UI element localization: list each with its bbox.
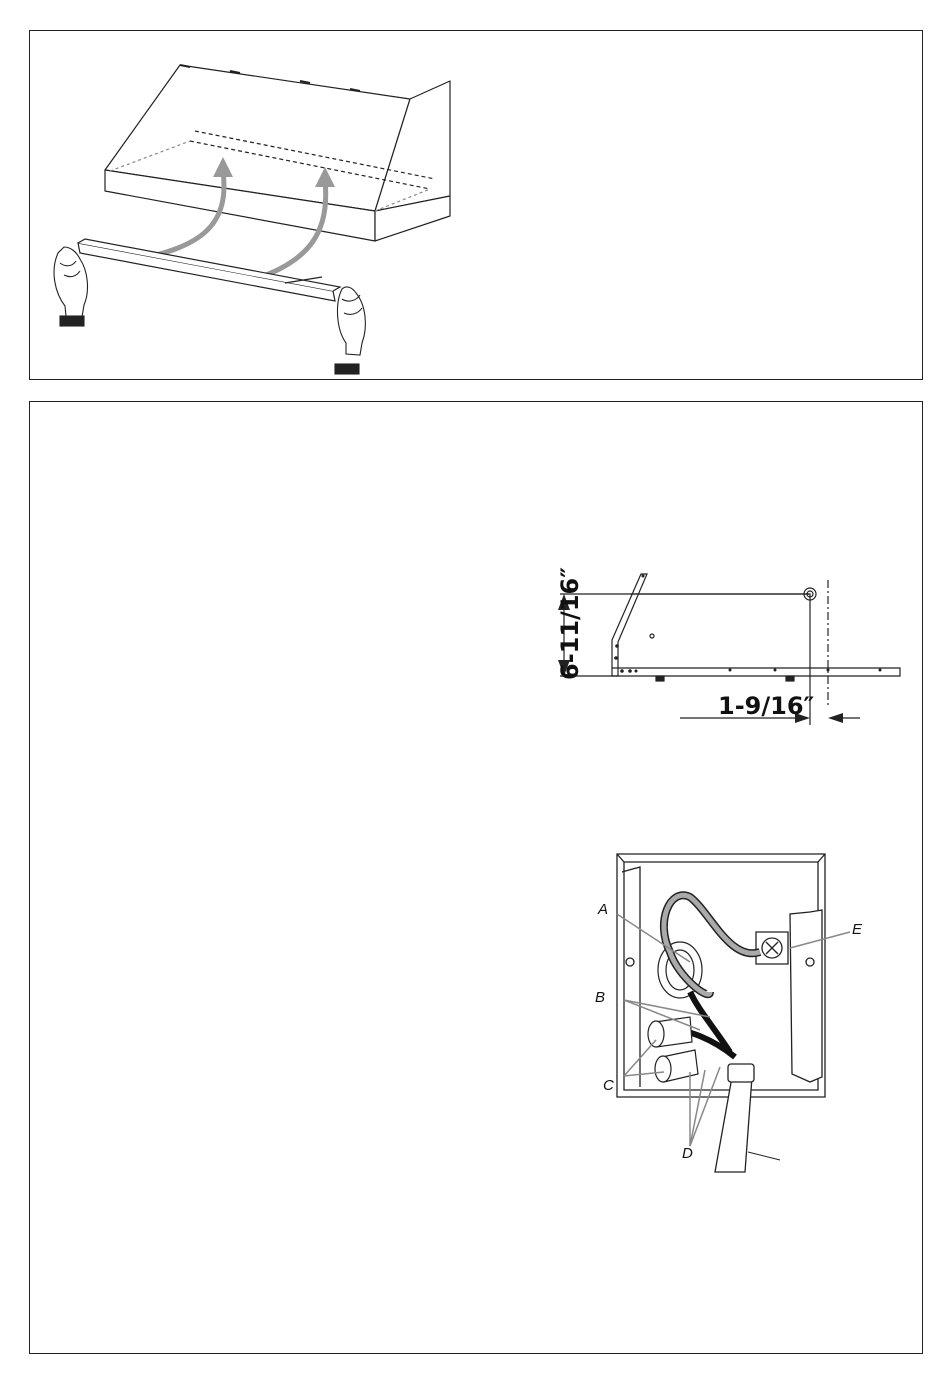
range-hood-illustration: [30, 31, 924, 381]
right-hand-icon: [335, 287, 365, 374]
callout-e: E: [852, 921, 863, 938]
filter-bar: [78, 243, 335, 301]
callout-b: B: [595, 989, 606, 1006]
offset-dimension-label: 1-9/16″: [718, 692, 815, 720]
hood-illustration-panel: [29, 30, 923, 380]
height-dimension-label: 6-11/16″: [556, 567, 584, 680]
mounting-dimension-diagram: [530, 567, 930, 750]
callout-d: D: [682, 1145, 693, 1162]
left-hand-icon: [54, 247, 87, 326]
callout-c: C: [603, 1077, 614, 1094]
wiring-junction-box-diagram: [560, 852, 880, 1192]
callout-a: A: [598, 901, 609, 918]
installation-details-panel: [29, 401, 923, 1354]
